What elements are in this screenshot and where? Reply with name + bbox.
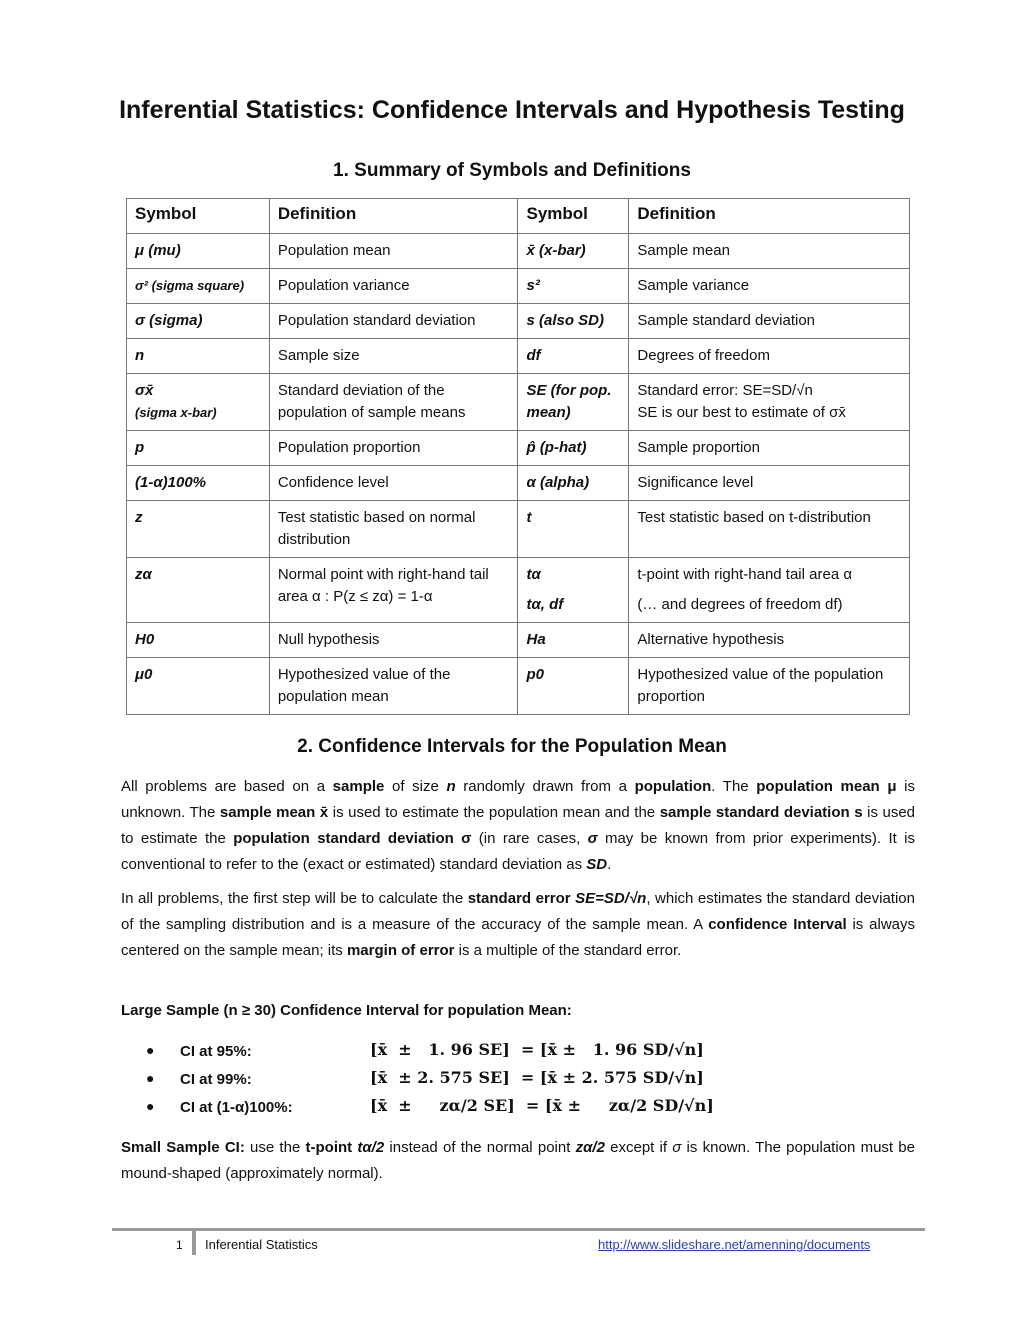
bold-text: tα/2 [357, 1139, 385, 1156]
symbol-cell: Ha [518, 623, 629, 658]
table-header-row [127, 199, 910, 234]
text: may be known from prior experiments). It is conventional to refer to the (exact or estimated) standard deviation as [121, 830, 916, 873]
text: . The [711, 778, 757, 795]
text: is a multiple of the standard error. [454, 942, 682, 959]
paragraph-standard-error [121, 886, 915, 964]
bold-text: σ [587, 830, 598, 847]
table-row [127, 501, 910, 558]
symbols-table [126, 198, 910, 715]
bold-text: n [446, 778, 456, 795]
text: In all problems, the first step will be to calculate the [121, 890, 468, 907]
ci-list-item [146, 1096, 846, 1122]
footer-link[interactable]: http://www.slideshare.net/amenning/documents [598, 1237, 871, 1252]
paragraph-small-sample [121, 1135, 915, 1187]
text: is used to estimate the [121, 804, 916, 847]
definition-cell: Hypothesized value of the population mean [269, 658, 518, 715]
bold-text: Small Sample CI: [121, 1139, 245, 1156]
document-title: Inferential Statistics: Confidence Intervals and Hypothesis Testing [119, 96, 905, 124]
text: . [607, 856, 612, 873]
section-1-heading: 1. Summary of Symbols and Definitions [333, 160, 691, 181]
text: is always centered on the sample mean; its [121, 916, 915, 959]
definition-cell: Standard deviation of the population of sample means [269, 374, 518, 431]
header-symbol: Symbol [127, 199, 270, 234]
bold-text: standard error [467, 890, 576, 907]
symbol-cell: p̂ (p-hat) [518, 431, 629, 466]
definition-cell: Sample variance [629, 269, 910, 304]
ci-list-item [146, 1040, 846, 1066]
table-row [127, 234, 910, 269]
definition-cell: Population variance [269, 269, 518, 304]
text: , which estimates the standard deviation of the sampling distribution and is a measure of the accuracy of the sample mean. A [121, 890, 915, 933]
table-row [127, 558, 910, 623]
bold-text: population mean μ [756, 778, 897, 795]
bullet-icon: ● [146, 1070, 155, 1086]
text: of size [384, 778, 447, 795]
text: randomly drawn from a [455, 778, 635, 795]
table-row [127, 339, 910, 374]
text: is unknown. The [121, 778, 915, 821]
symbol-cell: t [518, 501, 629, 558]
symbol-cell: μ (mu) [127, 234, 270, 269]
definition-cell: Null hypothesis [269, 623, 518, 658]
symbol-cell: n [127, 339, 270, 374]
definition-line: (… and degrees of freedom df) [637, 596, 843, 613]
symbol-cell [127, 374, 270, 431]
definition-line: Standard error: SE=SD/√n [637, 382, 813, 399]
text: is used to estimate the population mean and the [328, 804, 660, 821]
header-definition: Definition [629, 199, 910, 234]
symbol-cell [518, 558, 629, 623]
ci-label: CI at 99%: [180, 1071, 252, 1088]
bullet-icon: ● [146, 1042, 155, 1058]
symbol-cell: μ0 [127, 658, 270, 715]
header-definition: Definition [269, 199, 518, 234]
symbol-cell: df [518, 339, 629, 374]
definition-line: SE is our best to estimate of σx̄ [637, 404, 846, 421]
bold-text: SD [586, 856, 608, 873]
text: is known. The population must be mound-shaped (approximately normal). [121, 1139, 915, 1182]
definition-cell [629, 374, 910, 431]
text: except if [604, 1139, 673, 1156]
definition-cell: Sample standard deviation [629, 304, 910, 339]
definition-cell: Test statistic based on t-distribution [629, 501, 910, 558]
symbol-cell: z [127, 501, 270, 558]
symbol-cell: σ (sigma) [127, 304, 270, 339]
page-number: 1 [176, 1238, 183, 1252]
table-row [127, 623, 910, 658]
bold-text: sample standard deviation s [659, 804, 863, 821]
definition-cell: Normal point with right-hand tail area α : P(z ≤ zα) = 1-α [269, 558, 518, 623]
bold-text: margin of error [346, 942, 455, 959]
definition-cell: Alternative hypothesis [629, 623, 910, 658]
table-row [127, 658, 910, 715]
text: use the [244, 1139, 306, 1156]
bold-text: SE=SD/√n [575, 890, 647, 907]
symbol-cell: s² [518, 269, 629, 304]
bold-text: t-point [305, 1139, 358, 1156]
paragraph-intro [121, 774, 915, 878]
symbol-cell: α (alpha) [518, 466, 629, 501]
definition-cell: Degrees of freedom [629, 339, 910, 374]
definition-cell: Significance level [629, 466, 910, 501]
symbol-text: tα [526, 566, 541, 583]
symbol-cell: H0 [127, 623, 270, 658]
footer-title: Inferential Statistics [205, 1237, 318, 1252]
bold-text: sample mean x̄ [219, 804, 329, 821]
bold-text: zα/2 [575, 1139, 605, 1156]
ci-label: CI at (1-α)100%: [180, 1099, 293, 1116]
symbol-cell: s (also SD) [518, 304, 629, 339]
bullet-icon: ● [146, 1098, 155, 1114]
footer-separator [192, 1229, 196, 1255]
table-row [127, 466, 910, 501]
symbol-text: σx̄ [135, 382, 154, 399]
table-row [127, 269, 910, 304]
definition-cell: Population standard deviation [269, 304, 518, 339]
ci-list-item [146, 1068, 846, 1094]
text: (in rare cases, [471, 830, 588, 847]
symbol-cell: zα [127, 558, 270, 623]
symbol-cell: p0 [518, 658, 629, 715]
definition-cell: Sample size [269, 339, 518, 374]
symbol-note: (sigma x-bar) [135, 405, 217, 420]
large-sample-label: Large Sample (n ≥ 30) Confidence Interval for population Mean: [121, 1002, 572, 1019]
definition-cell: Population proportion [269, 431, 518, 466]
definition-cell: Sample mean [629, 234, 910, 269]
ci-label: CI at 95%: [180, 1043, 252, 1060]
ci-formula: [x̄ ± 2. 575 SE] = [x̄ ± 2. 575 SD/√n] [370, 1068, 704, 1087]
footer-divider [112, 1228, 925, 1231]
bold-text: population standard deviation σ [233, 830, 472, 847]
definition-cell [629, 558, 910, 623]
definition-cell: Sample proportion [629, 431, 910, 466]
bold-text: population [634, 778, 712, 795]
italic-text: σ [672, 1139, 682, 1156]
definition-cell: Confidence level [269, 466, 518, 501]
symbol-text: tα, df [526, 596, 564, 613]
definition-cell: Population mean [269, 234, 518, 269]
table-row [127, 431, 910, 466]
table-row [127, 374, 910, 431]
symbol-cell: SE (for pop. mean) [518, 374, 629, 431]
symbol-cell: (1-α)100% [127, 466, 270, 501]
table-row [127, 304, 910, 339]
definition-cell: Test statistic based on normal distribution [269, 501, 518, 558]
ci-formula: [x̄ ± zα/2 SE] = [x̄ ± zα/2 SD/√n] [370, 1096, 714, 1115]
header-symbol: Symbol [518, 199, 629, 234]
symbol-cell: p [127, 431, 270, 466]
text: All problems are based on a [121, 778, 333, 795]
ci-formula: [x̄ ± 1. 96 SE] = [x̄ ± 1. 96 SD/√n] [370, 1040, 704, 1059]
definition-line: t-point with right-hand tail area α [637, 566, 853, 583]
text: instead of the normal point [384, 1139, 576, 1156]
definition-cell: Hypothesized value of the population proportion [629, 658, 910, 715]
symbol-cell: x̄ (x-bar) [518, 234, 629, 269]
bold-text: confidence Interval [708, 916, 847, 933]
section-2-heading: 2. Confidence Intervals for the Population Mean [297, 736, 727, 757]
symbol-cell: σ² (sigma square) [127, 269, 270, 304]
bold-text: sample [332, 778, 385, 795]
